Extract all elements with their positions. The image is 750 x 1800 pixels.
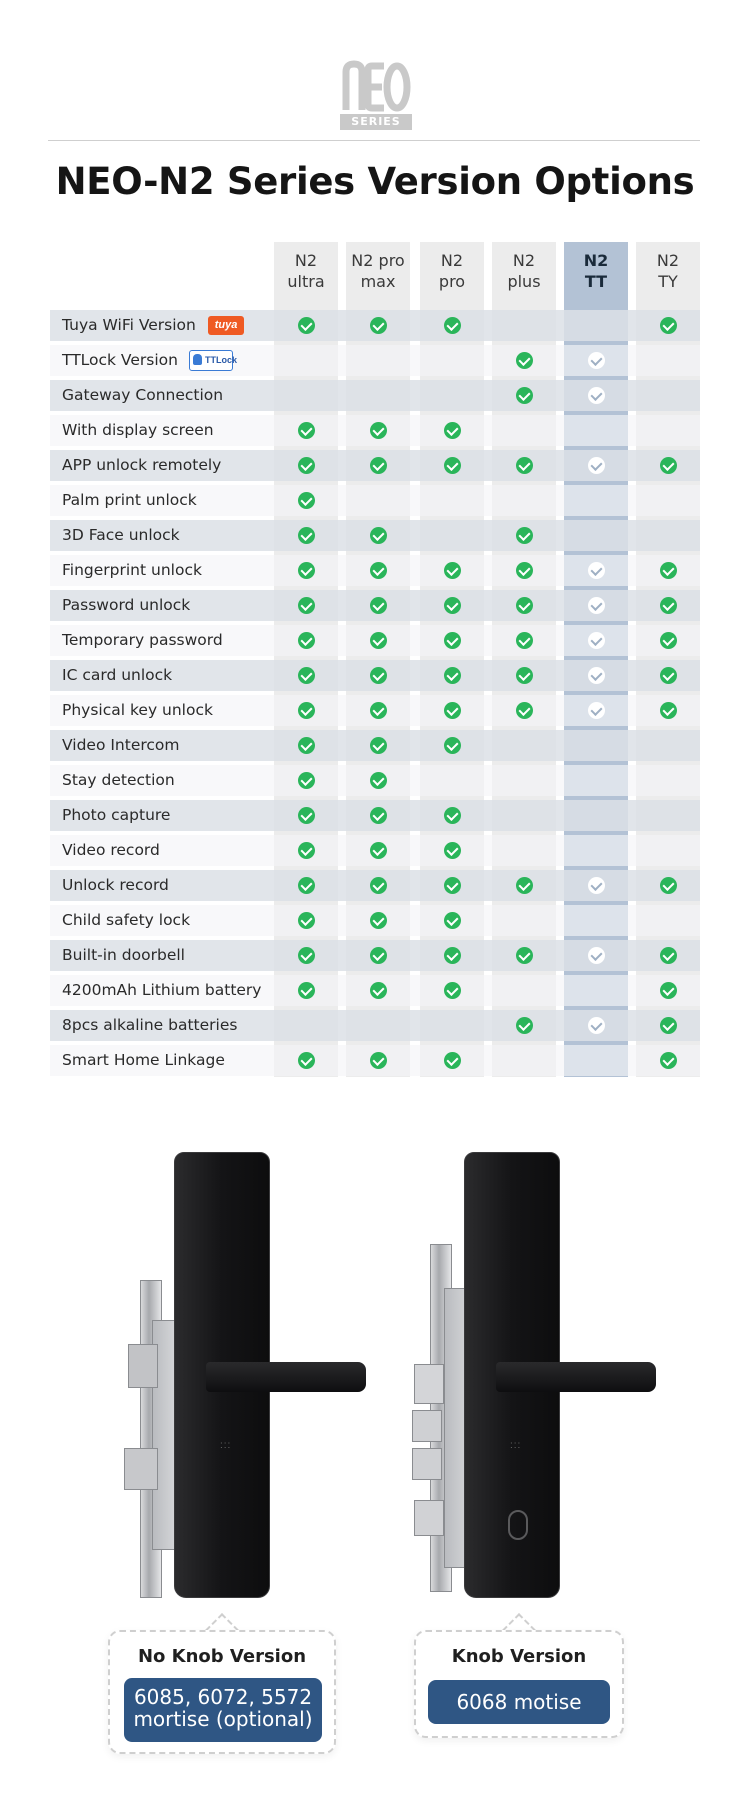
table-row: [50, 485, 700, 516]
dead-bolt: [124, 1448, 158, 1490]
feature-label: Child safety lock: [62, 911, 191, 929]
check-icon: [298, 492, 315, 509]
check-icon: [516, 667, 533, 684]
check-icon: [298, 457, 315, 474]
check-icon: [370, 562, 387, 579]
feature-label: Video record: [62, 841, 160, 859]
bolt-2: [412, 1410, 442, 1442]
check-icon: [298, 527, 315, 544]
feature-label: Smart Home Linkage: [62, 1051, 225, 1069]
feature-label: IC card unlock: [62, 666, 173, 684]
check-icon: [516, 632, 533, 649]
no-knob-callout: [108, 1630, 336, 1754]
check-icon: [298, 807, 315, 824]
check-icon: [444, 807, 461, 824]
table-row: [50, 695, 700, 726]
feature-label: 3D Face unlock: [62, 526, 180, 544]
check-icon: [370, 947, 387, 964]
check-icon: [660, 597, 677, 614]
check-icon: [444, 842, 461, 859]
table-row: [50, 870, 700, 901]
check-icon: [516, 352, 533, 369]
feature-label: 8pcs alkaline batteries: [62, 1016, 238, 1034]
check-icon: [660, 982, 677, 999]
check-icon: [444, 947, 461, 964]
table-row: [50, 555, 700, 586]
table-row: [50, 940, 700, 971]
check-icon: [370, 457, 387, 474]
speaker-grille: :::: [220, 1440, 232, 1451]
check-icon: [370, 737, 387, 754]
check-icon: [588, 597, 605, 614]
feature-label: TTLock Version: [62, 351, 178, 369]
check-icon: [370, 807, 387, 824]
tuya-logo-icon: tuya: [208, 316, 244, 335]
check-icon: [588, 632, 605, 649]
check-icon: [298, 1052, 315, 1069]
check-icon: [516, 387, 533, 404]
check-icon: [660, 947, 677, 964]
check-icon: [298, 772, 315, 789]
feature-label: Gateway Connection: [62, 386, 224, 404]
check-icon: [660, 632, 677, 649]
knob-title: Knob Version: [451, 1646, 587, 1667]
feature-label: Password unlock: [62, 596, 191, 614]
check-icon: [660, 1052, 677, 1069]
column-header: N2 pro max: [351, 251, 405, 291]
check-icon: [516, 562, 533, 579]
neo-series-logo: [340, 58, 412, 134]
feature-label: Physical key unlock: [62, 701, 213, 719]
check-icon: [370, 772, 387, 789]
check-icon: [444, 562, 461, 579]
check-icon: [444, 422, 461, 439]
table-row: [50, 450, 700, 481]
check-icon: [516, 947, 533, 964]
table-row: [50, 835, 700, 866]
bolt-3: [412, 1448, 442, 1480]
check-icon: [588, 877, 605, 894]
check-icon: [298, 912, 315, 929]
feature-label: Palm print unlock: [62, 491, 197, 509]
thumb-knob-icon: [508, 1510, 528, 1540]
check-icon: [370, 877, 387, 894]
check-icon: [588, 702, 605, 719]
check-icon: [444, 597, 461, 614]
feature-label: Temporary password: [62, 631, 223, 649]
bolt-4: [414, 1500, 444, 1536]
check-icon: [588, 352, 605, 369]
check-icon: [370, 317, 387, 334]
check-icon: [444, 457, 461, 474]
feature-label: Built-in doorbell: [62, 946, 185, 964]
check-icon: [516, 527, 533, 544]
column-header: N2 ultra: [287, 251, 325, 291]
check-icon: [516, 1017, 533, 1034]
lock-no-knob-image: [110, 1148, 370, 1598]
feature-label: Tuya WiFi Version: [62, 316, 196, 334]
speaker-grille: :::: [510, 1440, 522, 1451]
check-icon: [660, 562, 677, 579]
latch-bolt: [128, 1344, 158, 1388]
check-icon: [370, 982, 387, 999]
check-icon: [660, 667, 677, 684]
header-divider: [48, 140, 700, 141]
check-icon: [370, 842, 387, 859]
neo-logo-icon: [340, 58, 412, 114]
check-icon: [298, 982, 315, 999]
check-icon: [588, 667, 605, 684]
check-icon: [516, 457, 533, 474]
table-row: [50, 415, 700, 446]
table-row: [50, 1045, 700, 1076]
check-icon: [444, 632, 461, 649]
check-icon: [370, 422, 387, 439]
ttlock-logo-icon: TTLock: [189, 350, 233, 371]
check-icon: [660, 877, 677, 894]
lever-handle: [206, 1362, 366, 1392]
check-icon: [588, 457, 605, 474]
knob-callout: [414, 1630, 624, 1738]
check-icon: [298, 737, 315, 754]
table-row: [50, 625, 700, 656]
check-icon: [516, 597, 533, 614]
check-icon: [588, 562, 605, 579]
check-icon: [660, 702, 677, 719]
lever-handle: [496, 1362, 656, 1392]
lock-knob-image: [400, 1148, 660, 1598]
check-icon: [370, 527, 387, 544]
check-icon: [444, 702, 461, 719]
check-icon: [298, 877, 315, 894]
check-icon: [298, 667, 315, 684]
check-icon: [588, 947, 605, 964]
page-title: NEO-N2 Series Version Options: [55, 160, 695, 203]
column-header: N2 TY: [656, 251, 680, 291]
column-header: N2 pro: [438, 251, 466, 291]
feature-label: APP unlock remotely: [62, 456, 222, 474]
table-row: [50, 975, 700, 1006]
feature-label: Unlock record: [62, 876, 169, 894]
table-row: [50, 905, 700, 936]
check-icon: [516, 702, 533, 719]
check-icon: [298, 702, 315, 719]
check-icon: [298, 947, 315, 964]
no-knob-title: No Knob Version: [137, 1646, 307, 1667]
check-icon: [588, 1017, 605, 1034]
feature-label: Stay detection: [62, 771, 175, 789]
check-icon: [298, 842, 315, 859]
check-icon: [444, 667, 461, 684]
check-icon: [298, 597, 315, 614]
check-icon: [660, 1017, 677, 1034]
check-icon: [370, 912, 387, 929]
check-icon: [298, 562, 315, 579]
check-icon: [444, 737, 461, 754]
no-knob-mortise-pill: 6085, 6072, 5572 mortise (optional): [124, 1678, 322, 1742]
check-icon: [444, 912, 461, 929]
check-icon: [298, 632, 315, 649]
table-row: [50, 590, 700, 621]
table-row: [50, 520, 700, 551]
check-icon: [444, 982, 461, 999]
check-icon: [370, 597, 387, 614]
check-icon: [660, 457, 677, 474]
table-row: [50, 660, 700, 691]
check-icon: [370, 702, 387, 719]
table-row: [50, 765, 700, 796]
feature-label: Video Intercom: [62, 736, 180, 754]
table-row: [50, 1010, 700, 1041]
latch-bolt: [414, 1364, 444, 1404]
check-icon: [444, 877, 461, 894]
table-row: [50, 345, 700, 376]
check-icon: [516, 877, 533, 894]
table-row: [50, 310, 700, 341]
check-icon: [660, 317, 677, 334]
column-header: N2 TT: [583, 251, 609, 291]
check-icon: [370, 632, 387, 649]
table-row: [50, 800, 700, 831]
check-icon: [370, 667, 387, 684]
check-icon: [370, 1052, 387, 1069]
table-row: [50, 380, 700, 411]
feature-label: 4200mAh Lithium battery: [62, 981, 262, 999]
check-icon: [298, 422, 315, 439]
feature-label: With display screen: [62, 421, 214, 439]
comparison-table: [50, 242, 700, 1077]
table-row: [50, 730, 700, 761]
column-header: N2 plus: [507, 251, 541, 291]
check-icon: [588, 387, 605, 404]
check-icon: [298, 317, 315, 334]
knob-mortise-pill: 6068 motise: [428, 1680, 610, 1724]
logo-series-text: SERIES: [340, 114, 412, 130]
feature-label: Photo capture: [62, 806, 171, 824]
check-icon: [444, 317, 461, 334]
feature-label: Fingerprint unlock: [62, 561, 202, 579]
check-icon: [444, 1052, 461, 1069]
